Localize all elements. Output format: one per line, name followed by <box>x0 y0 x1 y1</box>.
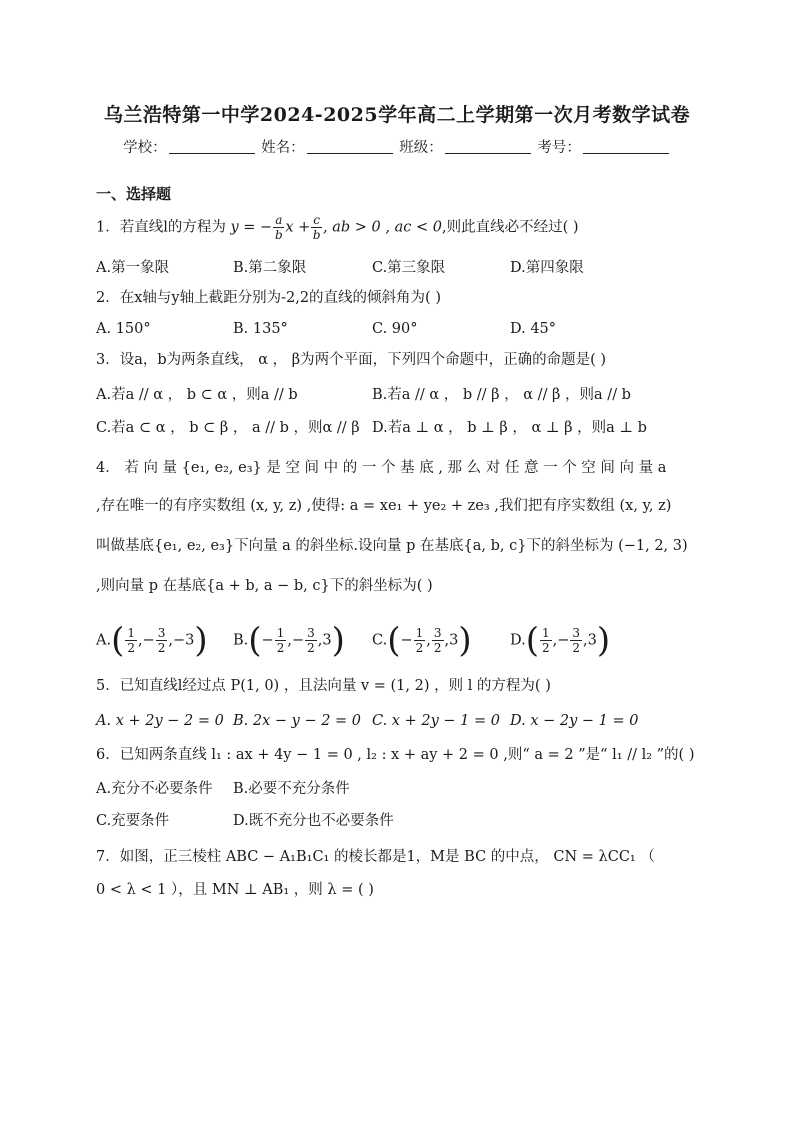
q1-option-a[interactable]: A.第一象限 <box>96 260 170 276</box>
exam-title: 乌兰浩特第一中学2024-2025学年高二上学期第一次月考数学试卷 <box>103 104 691 126</box>
q5-option-d[interactable]: D. x − 2y − 1 = 0 <box>510 713 639 729</box>
question-2: 2．在x轴与y轴上截距分别为-2,2的直线的倾斜角为( ) <box>96 290 441 306</box>
q4-option-a[interactable]: A.( $\frac{1}{2}$ ,− $\frac{3}{2}$ ,−3) <box>96 620 208 661</box>
question-1 <box>96 213 579 242</box>
exam-number-label: 考号： <box>537 140 581 156</box>
student-info-line <box>0 136 794 157</box>
question-7-line-2: 0 < λ < 1 ），且 MN ⊥ AB₁ ，则 λ = ( ) <box>96 882 374 898</box>
q1-frac-ab: $\frac{a}{b}$ <box>274 213 283 242</box>
question-6: 6．已知两条直线 l₁ : ax + 4y − 1 = 0 , l₂ : x + ay + 2 = 0 ,则“ a = 2 ”是“ l₁ // l₂ ”的( ) <box>96 747 695 763</box>
q3-option-c[interactable]: C.若a ⊂ α ， b ⊂ β ， a // b ，则α // β <box>96 420 360 436</box>
q6-option-b[interactable]: B.必要不充分条件 <box>233 781 350 797</box>
q4-option-c[interactable]: C.(− $\frac{1}{2}$ , $\frac{3}{2}$ ,3) <box>372 620 472 661</box>
question-4-line-3: 叫做基底{e₁, e₂, e₃}下向量 a 的斜坐标.设向量 p 在基底{a, b, c}下的斜坐标为 (−1, 2, 3) <box>96 538 688 554</box>
q3-option-d[interactable]: D.若a ⊥ α ， b ⊥ β ， α ⊥ β ，则a ⊥ b <box>372 420 647 436</box>
q6-option-a[interactable]: A.充分不必要条件 <box>96 781 213 797</box>
q1-x-plus: x + <box>285 219 311 236</box>
q6-option-d[interactable]: D.既不充分也不必要条件 <box>233 813 394 829</box>
q3-option-a[interactable]: A.若a // α ， b ⊂ α ，则a // b <box>96 387 298 403</box>
q1-suffix: ,则此直线必不经过( ) <box>441 219 579 236</box>
q5-option-c[interactable]: C. x + 2y − 1 = 0 <box>372 713 500 729</box>
question-3: 3．设a，b为两条直线， α ， β为两个平面，下列四个命题中，正确的命题是( ) <box>96 352 607 368</box>
q2-option-a[interactable]: A. 150° <box>96 321 151 337</box>
name-blank[interactable] <box>307 139 393 154</box>
school-label: 学校： <box>123 140 167 156</box>
q3-option-b[interactable]: B.若a // α ， b // β ， α // β ，则a // b <box>372 387 631 403</box>
q1-option-d[interactable]: D.第四象限 <box>510 260 584 276</box>
q1-eq-lhs: y = − <box>230 219 273 236</box>
class-label: 班级： <box>399 140 443 156</box>
q1-option-c[interactable]: C.第三象限 <box>372 260 446 276</box>
question-4-line-4: ,则向量 p 在基底{a + b, a − b, c}下的斜坐标为( ) <box>96 578 433 594</box>
q5-option-a[interactable]: A. x + 2y − 2 = 0 <box>96 713 224 729</box>
q2-option-b[interactable]: B. 135° <box>233 321 288 337</box>
school-blank[interactable] <box>169 139 255 154</box>
section-title: 一、选择题 <box>96 185 172 203</box>
q2-option-c[interactable]: C. 90° <box>372 321 418 337</box>
name-label: 姓名： <box>261 140 305 156</box>
q1-prefix: 1．若直线l的方程为 <box>96 219 226 236</box>
q1-option-b[interactable]: B.第二象限 <box>233 260 307 276</box>
class-blank[interactable] <box>445 139 531 154</box>
question-4-line-1: 4． 若 向 量 {e₁, e₂, e₃} 是 空 间 中 的 一 个 基 底 , 那 么 对 任 意 一 个 空 间 向 量 a <box>96 460 667 476</box>
q6-option-c[interactable]: C.充要条件 <box>96 813 170 829</box>
question-5: 5．已知直线l经过点 P(1, 0) ，且法向量 v = (1, 2) ，则 l 的方程为( ) <box>96 678 551 694</box>
exam-number-blank[interactable] <box>583 139 669 154</box>
question-4-line-2: ,存在唯一的有序实数组 (x, y, z) ,使得: a = xe₁ + ye₂ + ze₃ ,我们把有序实数组 (x, y, z) <box>96 498 672 514</box>
q2-option-d[interactable]: D. 45° <box>510 321 557 337</box>
q5-option-b[interactable]: B. 2x − y − 2 = 0 <box>233 713 362 729</box>
q1-condition: , ab > 0 , ac < 0 <box>323 219 442 236</box>
q1-frac-cb: $\frac{c}{b}$ <box>312 213 321 242</box>
question-7-line-1: 7．如图，正三棱柱 ABC − A₁B₁C₁ 的棱长都是1，M是 BC 的中点， CN = λCC₁ （ <box>96 849 655 865</box>
q4-option-d[interactable]: D.( $\frac{1}{2}$ ,− $\frac{3}{2}$ ,3) <box>510 620 611 661</box>
q4-option-b[interactable]: B.(− $\frac{1}{2}$ ,− $\frac{3}{2}$ ,3) <box>233 620 345 661</box>
